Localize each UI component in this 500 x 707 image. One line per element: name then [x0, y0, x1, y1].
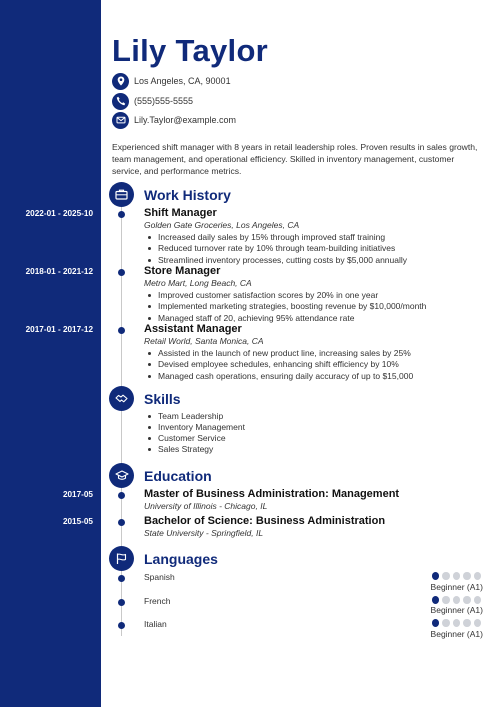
skill-item: Inventory Management — [144, 422, 245, 433]
work-date: 2022-01 - 2025-10 — [25, 209, 93, 218]
job-bullet: Managed cash operations, ensuring daily accuracy of up to $15,000 — [144, 371, 489, 382]
contact-email — [112, 111, 236, 129]
rating-dot — [432, 572, 439, 580]
rating-dot — [453, 619, 460, 627]
timeline-dot — [118, 599, 125, 606]
timeline-dot — [118, 327, 125, 334]
language-rating — [432, 572, 484, 581]
map-pin-icon — [112, 73, 129, 90]
rating-dot — [474, 572, 481, 580]
degree: Bachelor of Science: Business Administration — [144, 515, 386, 527]
company: Metro Mart, Long Beach, CA — [144, 278, 252, 288]
work-history-heading: Work History — [144, 187, 231, 203]
job-bullet: Streamlined inventory processes, cutting costs by $5,000 annually — [144, 255, 489, 266]
timeline-dot — [118, 211, 125, 218]
school: State University - Springfield, IL — [144, 528, 264, 538]
language-name: French — [144, 596, 171, 606]
timeline-dot — [118, 519, 125, 526]
work-date: 2017-01 - 2017-12 — [25, 325, 93, 334]
rating-dot — [432, 596, 439, 604]
candidate-name: Lily Taylor — [112, 33, 269, 68]
school: University of Illinois - Chicago, IL — [144, 501, 268, 511]
sidebar — [0, 0, 101, 707]
skills-heading: Skills — [144, 391, 181, 407]
work-date: 2018-01 - 2021-12 — [25, 267, 93, 276]
language-level: Beginner (A1) — [430, 605, 483, 615]
contact-phone — [112, 92, 193, 110]
job-bullet: Increased daily sales by 15% through improved staff training — [144, 232, 489, 243]
work-entry — [144, 323, 489, 382]
job-bullet: Assisted in the launch of new product line, increasing sales by 25% — [144, 348, 489, 359]
rating-dot — [463, 572, 470, 580]
timeline-dot — [118, 622, 125, 629]
skill-item: Customer Service — [144, 433, 245, 444]
language-rating — [432, 619, 484, 628]
skill-item: Sales Strategy — [144, 444, 245, 455]
job-bullet: Devised employee schedules, enhancing shift efficiency by 10% — [144, 359, 489, 370]
language-rating — [432, 596, 484, 605]
job-title: Assistant Manager — [144, 323, 242, 335]
rating-dot — [474, 619, 481, 627]
education-date: 2015-05 — [62, 517, 93, 526]
timeline-dot — [118, 269, 125, 276]
education-heading: Education — [144, 468, 212, 484]
envelope-icon — [112, 112, 129, 129]
rating-dot — [453, 596, 460, 604]
job-title: Shift Manager — [144, 207, 217, 219]
rating-dot — [474, 596, 481, 604]
graduation-cap-icon — [109, 463, 134, 488]
language-name: Italian — [144, 619, 167, 629]
degree: Master of Business Administration: Management — [144, 488, 400, 500]
email-text: Lily.Taylor@example.com — [134, 115, 237, 125]
skills-list — [144, 411, 245, 455]
professional-summary: Experienced shift manager with 8 years in retail leadership roles. Proven results in sales growth, team management, and operational efficiency. Skilled in inventory management, customer service, and performance metrics. — [112, 142, 478, 176]
job-title: Store Manager — [144, 265, 221, 277]
language-name: Spanish — [144, 572, 175, 582]
job-bullet: Implemented marketing strategies, boosting revenue by $10,000/month — [144, 301, 489, 312]
rating-dot — [442, 596, 449, 604]
education-date: 2017-05 — [62, 490, 93, 499]
education-entry — [144, 515, 489, 539]
work-entry — [144, 265, 489, 324]
education-entry — [144, 488, 489, 512]
flag-icon — [109, 546, 134, 571]
contact-address — [112, 72, 231, 90]
rating-dot — [442, 572, 449, 580]
handshake-icon — [109, 386, 134, 411]
job-bullet: Reduced turnover rate by 10% through team-building initiatives — [144, 243, 489, 254]
rating-dot — [463, 619, 470, 627]
job-bullet: Improved customer satisfaction scores by 20% in one year — [144, 290, 489, 301]
company: Golden Gate Groceries, Los Angeles, CA — [144, 220, 300, 230]
rating-dot — [453, 572, 460, 580]
skill-item: Team Leadership — [144, 411, 245, 422]
rating-dot — [463, 596, 470, 604]
phone-text: (555)555-5555 — [134, 96, 194, 106]
job-bullet: Managed staff of 20, achieving 95% attendance rate — [144, 313, 489, 324]
briefcase-icon — [109, 182, 134, 207]
language-level: Beginner (A1) — [430, 582, 483, 592]
languages-heading: Languages — [144, 551, 218, 567]
work-entry — [144, 207, 489, 266]
phone-icon — [112, 93, 129, 110]
rating-dot — [442, 619, 449, 627]
timeline-dot — [118, 492, 125, 499]
rating-dot — [432, 619, 439, 627]
language-level: Beginner (A1) — [430, 629, 483, 639]
timeline-dot — [118, 575, 125, 582]
company: Retail World, Santa Monica, CA — [144, 336, 264, 346]
address-text: Los Angeles, CA, 90001 — [134, 76, 231, 86]
